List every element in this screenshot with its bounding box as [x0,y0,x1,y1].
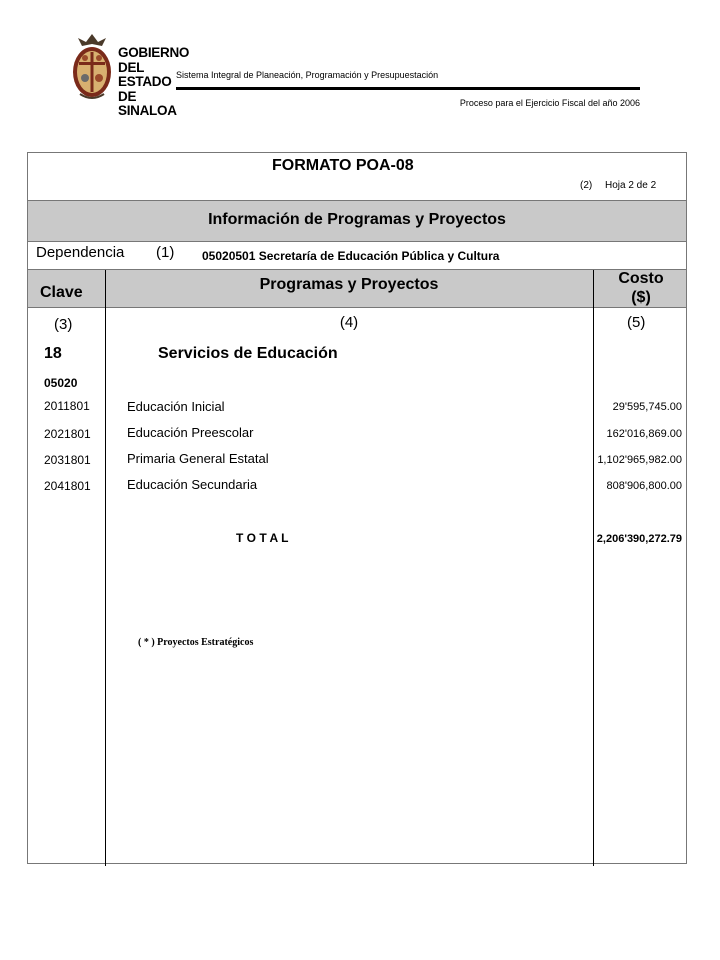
row-nombre: Primaria General Estatal [127,451,269,466]
row-costo: 29'595,745.00 [612,401,682,413]
divider [28,307,686,308]
row-clave: 2021801 [44,427,91,441]
row-costo: 808'906,800.00 [606,480,682,492]
sheet-number: Hoja 2 de 2 [605,180,657,191]
sheet-ref: (2) [580,180,593,191]
column-ref-clave: (3) [54,316,73,333]
poa-form [27,152,687,864]
total-label: T O T A L [236,531,289,545]
header-rule [176,87,640,90]
program-code: 18 [44,345,62,362]
row-costo: 162'016,869.00 [606,428,682,440]
logo-line-3: DE SINALOA [118,88,177,118]
subprogram-code: 05020 [44,376,78,390]
column-header-programas: Programas y Proyectos [259,276,439,293]
system-title: Sistema Integral de Planeación, Programación y Presupuestación [176,70,439,80]
program-name: Servicios de Educación [158,345,338,362]
logo-wordmark [118,45,190,119]
logo-line-1: GOBIERNO [118,45,190,60]
row-clave: 2041801 [44,479,91,493]
logo-line-2: DEL ESTADO [118,59,172,89]
row-costo: 1,102'965,982.00 [597,454,682,466]
process-text: Proceso para el Ejercicio Fiscal del año 2006 [459,98,640,108]
column-separator [105,270,106,866]
dependencia-value: 05020501 Secretaría de Educación Pública y Cultura [202,249,500,263]
column-ref-costo: (5) [627,314,646,331]
divider [28,241,686,242]
column-separator [593,270,594,866]
total-value: 2,206'390,272.79 [596,533,682,545]
column-header-clave: Clave [40,284,83,301]
row-nombre: Educación Secundaria [127,477,258,492]
column-header-costo: Costo [618,270,664,287]
form-title: FORMATO POA-08 [272,157,414,174]
footnote-strategic-projects: ( * ) Proyectos Estratégicos [138,637,254,648]
row-nombre: Educación Preescolar [127,425,254,440]
row-clave: 2031801 [44,453,91,467]
column-ref-programas: (4) [339,314,359,331]
column-header-costo-unit: ($) [631,289,651,306]
dependencia-label: Dependencia [36,244,125,261]
row-clave: 2011801 [44,399,90,413]
state-coat-of-arms-logo [70,32,114,102]
dependencia-ref: (1) [156,244,175,261]
row-nombre: Educación Inicial [127,399,225,414]
section-title: Información de Programas y Proyectos [208,211,506,228]
